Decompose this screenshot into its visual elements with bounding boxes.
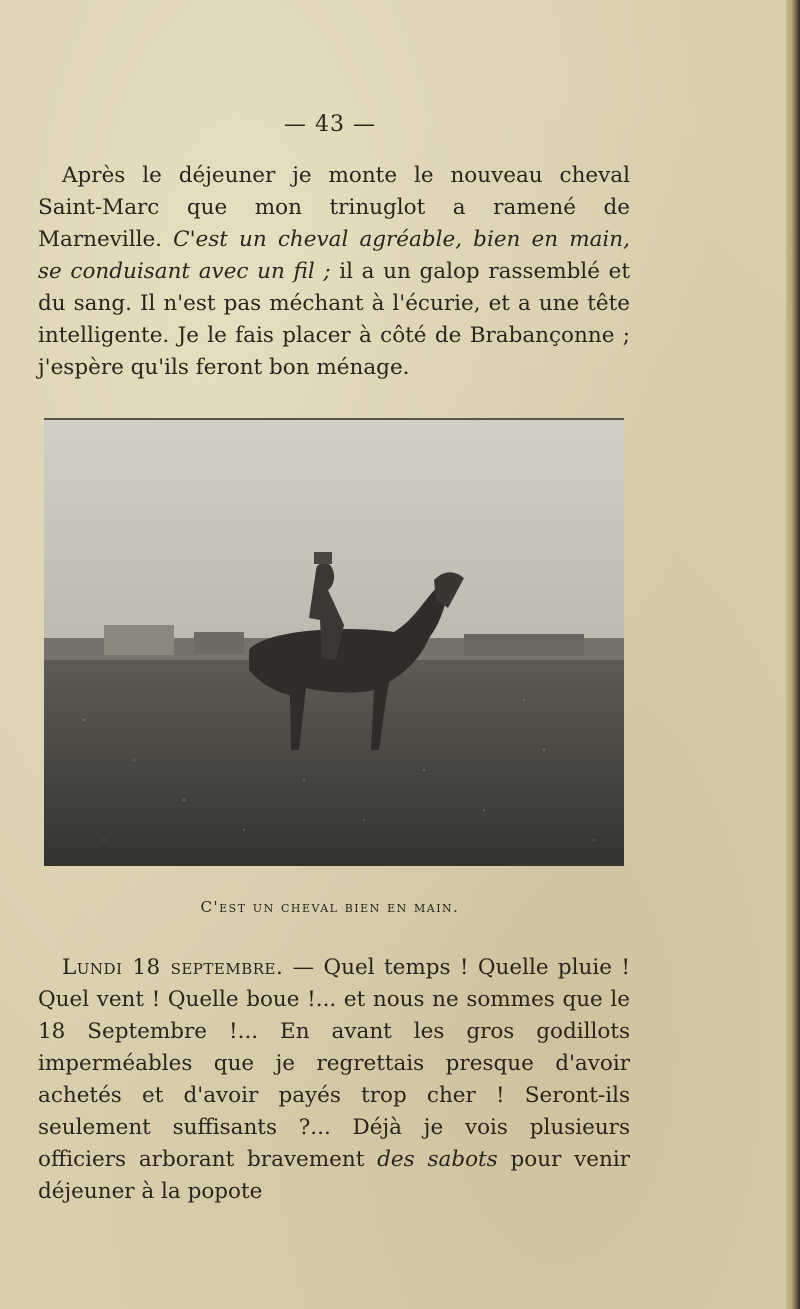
paragraph-2-text-a: — Quel temps ! Quelle pluie ! Quel vent ! Quelle boue !... et nous ne sommes que le 18 Septembre !... En avant les gros godillots imperméables que je regrettais presque d'avoir achetés et d'avoir payés trop cher ! Seront-ils seulement suffisants ?... Déjà je vois plusieurs officiers arborant bravement <box>38 955 630 1172</box>
photo-caption: C'est un cheval bien en main. <box>200 898 460 916</box>
paragraph-2-italic: des sabots <box>377 1147 498 1172</box>
horse-rider-photo <box>44 418 624 866</box>
page-number: — 43 — <box>284 112 376 137</box>
paragraph-1-text-b: il a un galop rassemblé et du sang. Il n'est pas méchant à l'écurie, et a une tête intelligente. Je le fais placer à côté de Brabançonne ; j'espère qu'ils feront bon ménage. <box>38 259 631 380</box>
paragraph-1-text-a: Après le déjeuner je monte le nouveau cheval Saint-Marc que mon trinuglot a ramené de Marneville. <box>38 163 630 252</box>
paragraph-2-text-b: pour venir déjeuner à la popote <box>38 1147 631 1204</box>
paragraph-2 <box>38 952 630 1208</box>
entry-date: Lundi 18 septembre. <box>62 955 284 980</box>
book-binding-edge <box>786 0 800 1309</box>
paragraph-1-italic: C'est un cheval agréable, bien en main, se conduisant avec un fil ; <box>38 227 630 284</box>
paragraph-1 <box>38 160 630 384</box>
